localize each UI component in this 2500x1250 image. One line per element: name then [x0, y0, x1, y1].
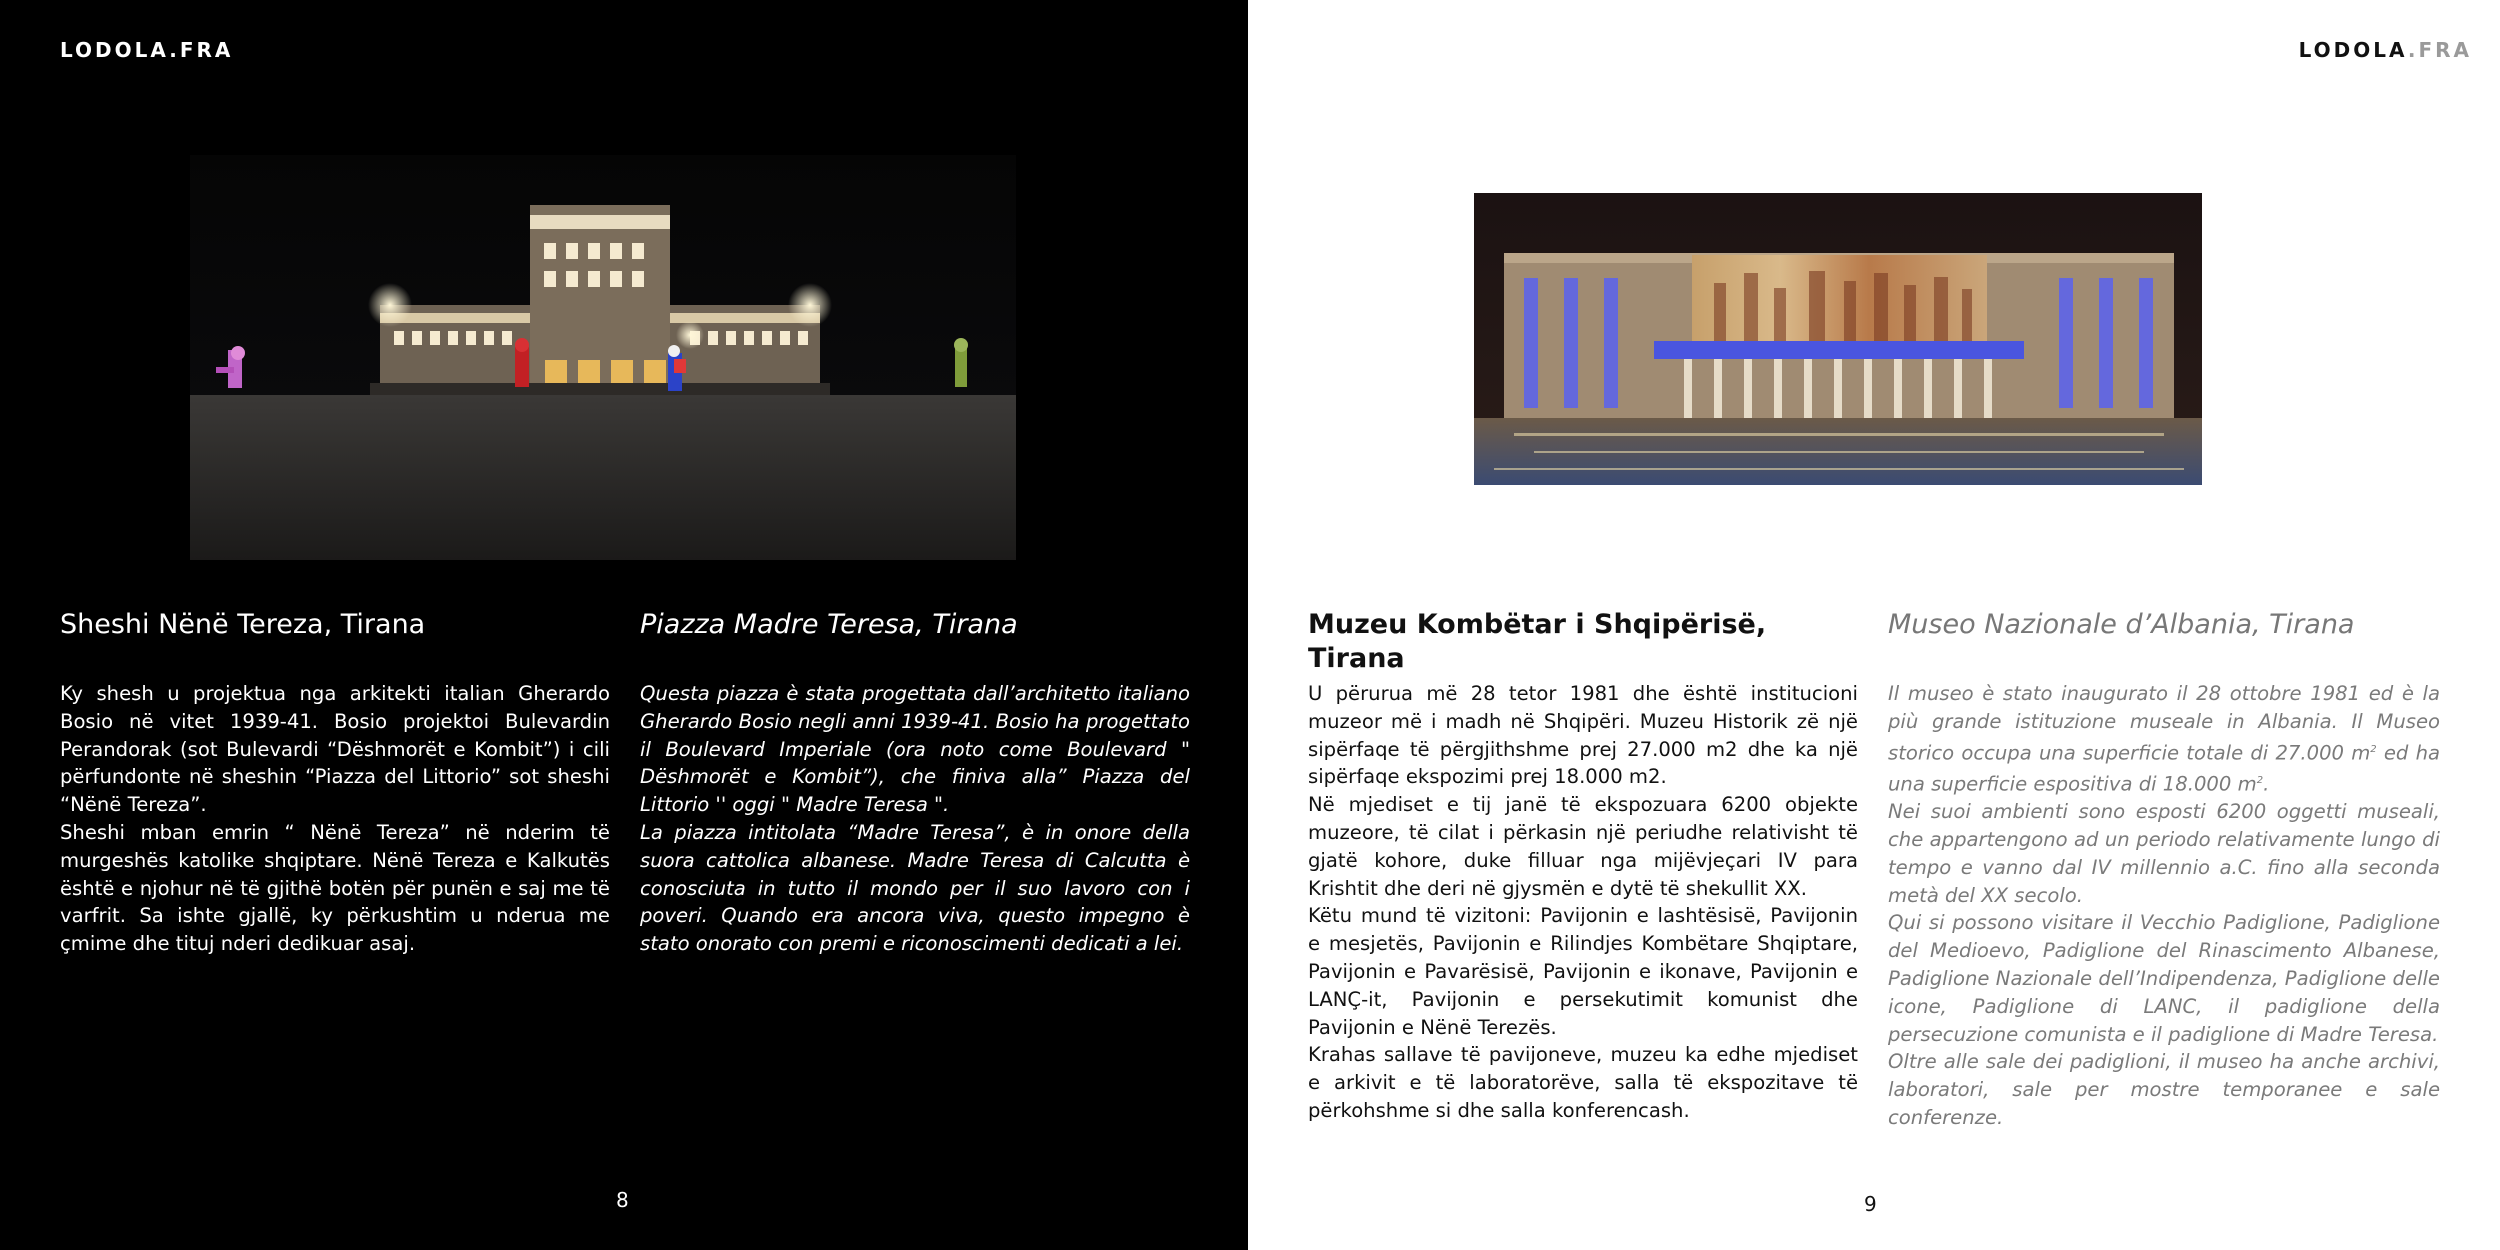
left-page: [0, 0, 1248, 1250]
paragraph: Il museo è stato inaugurato il 28 ottobre 1981 ed è la più grande istituzione museale in Albania. Il Museo storico occupa una superficie totale di 27.000 $m^2$ ed ha una superficie espositiva di 18.000 $m^2$.: [1888, 682, 2440, 796]
paragraph: Këtu mund të vizitoni: Pavijonin e lashtësisë, Pavijonin e mesjetës, Pavijonin e Rilindjes Kombëtare Shqiptare, Pavijonin e Pavarësisë, Pavijonin e ikonave, Pavijonin e LANÇ-it, Pavijonin e persekutimit komunist dhe Pavijonin e Nënë Terezës.: [1308, 904, 1858, 1039]
brand-logo: LODOLA.FRA: [60, 38, 234, 62]
brand-logo: LODOLA.FRA: [2298, 38, 2472, 62]
heading-muzeu: Muzeu Kombëtar i Shqipërisë, Tirana: [1308, 609, 1767, 674]
paragraph: Qui si possono visitare il Vecchio Padiglione, Padiglione del Medioevo, Padiglione del Rinascimento Albanese, Padiglione Nazionale dell’Indipendenza, Padiglione delle icone, Padiglione di LANC, il padiglione della persecuzione comunista e il padiglione di Madre Teresa.: [1888, 911, 2440, 1046]
page-number: 8: [616, 1188, 629, 1212]
square-night-photo: [190, 155, 1016, 560]
paragraph: La piazza intitolata “Madre Teresa”, è in onore della suora cattolica albanese. Madre Teresa di Calcutta è conosciuta in tutto il mondo per il suo lavoro con i poveri. Quando era ancora viva, questo impegno è stato onorato con premi e riconoscimenti dedicati a lei.: [640, 820, 1190, 956]
body-albanian-left: [60, 680, 610, 958]
heading-museo: Museo Nazionale d’Albania, Tirana: [1888, 609, 2355, 640]
body-italian-left: [640, 680, 1190, 958]
body-albanian-right: [1308, 680, 1858, 1125]
body-italian-right: [1888, 680, 2440, 1132]
paragraph: Në mjediset e tij janë të ekspozuara 6200 objekte muzeore, të cilat i përkasin një periudhe relativisht të gjatë kohore, duke filluar nga mijëvjeçari IV para Krishtit dhe deri në gjysmën e dytë të shekullit XX.: [1308, 793, 1858, 900]
page-number: 9: [1864, 1192, 1877, 1216]
heading-piazza: Piazza Madre Teresa, Tirana: [640, 609, 1018, 640]
paragraph: Sheshi mban emrin “ Nënë Tereza” në nderim të murgeshës katolike shqiptare. Nënë Tereza e Kalkutës është e njohur në të gjithë botën për punën e saj me të varfrit. Sa ishte gjallë, ky përkushtim u nderua me çmime dhe tituj nderi dedikuar asaj.: [60, 820, 610, 956]
paragraph: Oltre alle sale dei padiglioni, il museo ha anche archivi, laboratori, sale per mostre temporanee e sale conferenze.: [1888, 1050, 2440, 1130]
paragraph: Nei suoi ambienti sono esposti 6200 oggetti museali, che appartengono ad un periodo relativamente lungo di tempo e vanno dal IV millennio a.C. fino alla seconda metà del XX secolo.: [1888, 800, 2440, 907]
paragraph: Ky shesh u projektua nga arkitekti italian Gherardo Bosio në vitet 1939-41. Bosio projektoi Bulevardin Perandorak (sot Bulevardi “Dëshmorët e Kombit”) i cili përfundonte në sheshin “Piazza del Littorio” sot sheshi “Nënë Tereza”.: [60, 682, 610, 817]
heading-sheshi: Sheshi Nënë Tereza, Tirana: [60, 609, 426, 640]
museum-night-photo: [1474, 193, 2202, 485]
paragraph: U përurua më 28 tetor 1981 dhe është institucioni muzeor më i madh në Shqipëri. Muzeu Historik zë një sipërfaqe të përgjithshme prej 27.000 m2 dhe ka një sipërfaqe ekspozimi prej 18.000 m2.: [1308, 682, 1858, 789]
right-page: [1248, 0, 2500, 1250]
paragraph: Questa piazza è stata progettata dall’architetto italiano Gherardo Bosio negli anni 1939-41. Bosio ha progettato il Boulevard Imperiale (ora noto come Boulevard " Dëshmorët e Kombit”), che finiva alla” Piazza del Littorio '' oggi " Madre Teresa ".: [640, 682, 1190, 817]
paragraph: Krahas sallave të pavijoneve, muzeu ka edhe mjediset e arkivit e të laboratorëve, salla të ekspozitave të përkohshme si dhe salla konferencash.: [1308, 1043, 1858, 1122]
